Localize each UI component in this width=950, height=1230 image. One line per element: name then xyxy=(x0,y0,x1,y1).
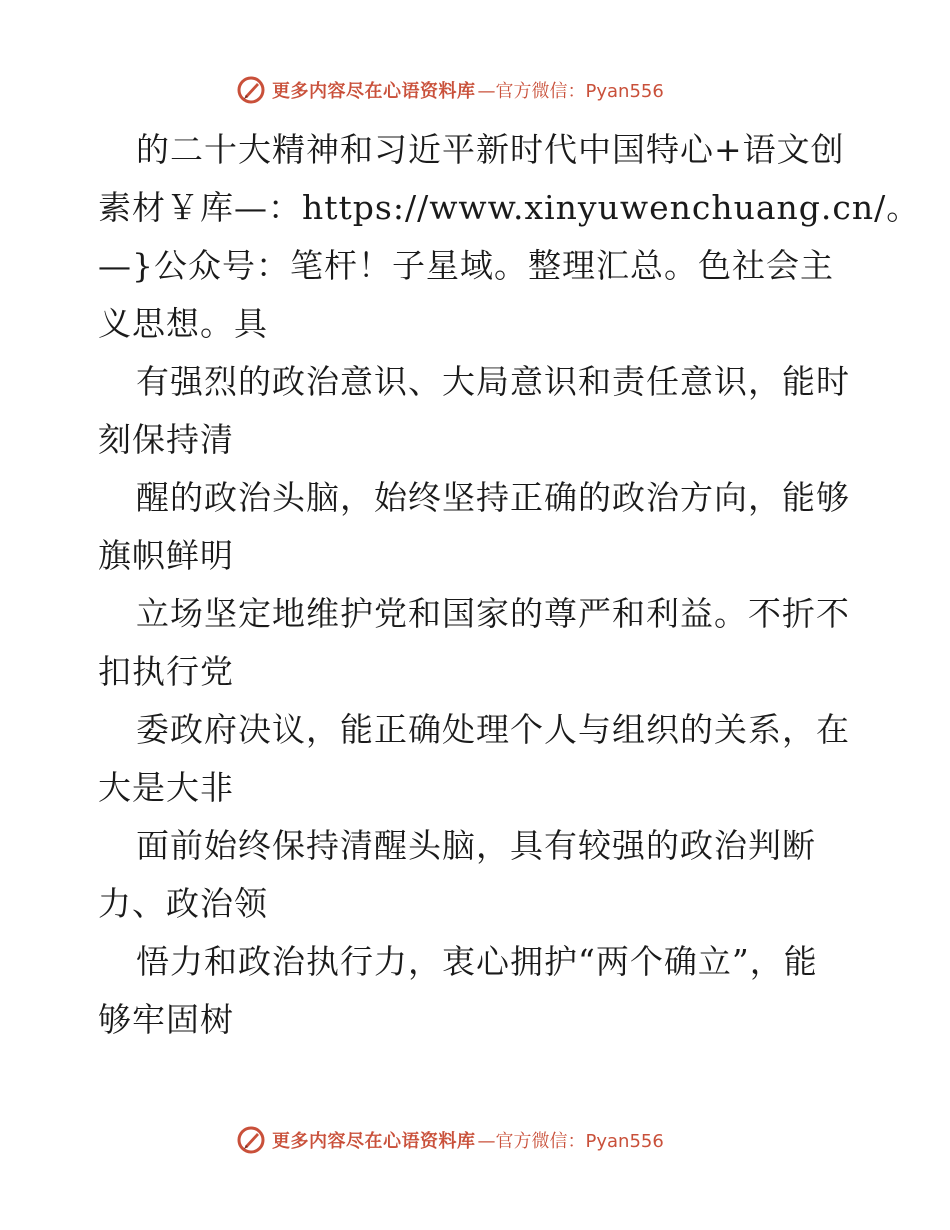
pen-logo-icon xyxy=(236,1125,266,1155)
watermark-wechat: —官方微信：Pyan556 xyxy=(477,81,664,102)
body-line: 面前始终保持清醒头脑，具有较强的政治判断 xyxy=(136,826,816,865)
body-line: 旗帜鲜明 xyxy=(98,536,234,575)
body-line: 悟力和政治执行力，衷心拥护“两个确立”，能 xyxy=(136,942,818,981)
body-line: 素材￥库—：https://www.xinyuwenchuang.cn/。 xyxy=(98,188,921,227)
pen-logo-icon xyxy=(236,75,266,105)
body-line: 扣执行党 xyxy=(98,652,234,691)
body-line: 委政府决议，能正确处理个人与组织的关系，在 xyxy=(136,710,850,749)
body-line: 有强烈的政治意识、大局意识和责任意识，能时 xyxy=(136,362,850,401)
body-line: 力、政治领 xyxy=(98,884,268,923)
body-line: 的二十大精神和习近平新时代中国特心+语文创 xyxy=(136,130,845,169)
watermark-title: 更多内容尽在心语资料库 xyxy=(272,81,476,102)
body-line: 够牢固树 xyxy=(98,1000,234,1039)
watermark-title: 更多内容尽在心语资料库 xyxy=(272,1131,476,1152)
body-line: 醒的政治头脑，始终坚持正确的政治方向，能够 xyxy=(136,478,850,517)
document-body xyxy=(98,121,921,1049)
body-line: 义思想。具 xyxy=(98,304,268,343)
body-line: 立场坚定地维护党和国家的尊严和利益。不折不 xyxy=(136,594,850,633)
footer-watermark xyxy=(236,1123,664,1157)
body-line: —}公众号：笔杆！子星域。整理汇总。色社会主 xyxy=(98,246,834,285)
header-watermark xyxy=(236,73,664,107)
body-line: 刻保持清 xyxy=(98,420,234,459)
body-line: 大是大非 xyxy=(98,768,234,807)
watermark-wechat: —官方微信：Pyan556 xyxy=(477,1131,664,1152)
